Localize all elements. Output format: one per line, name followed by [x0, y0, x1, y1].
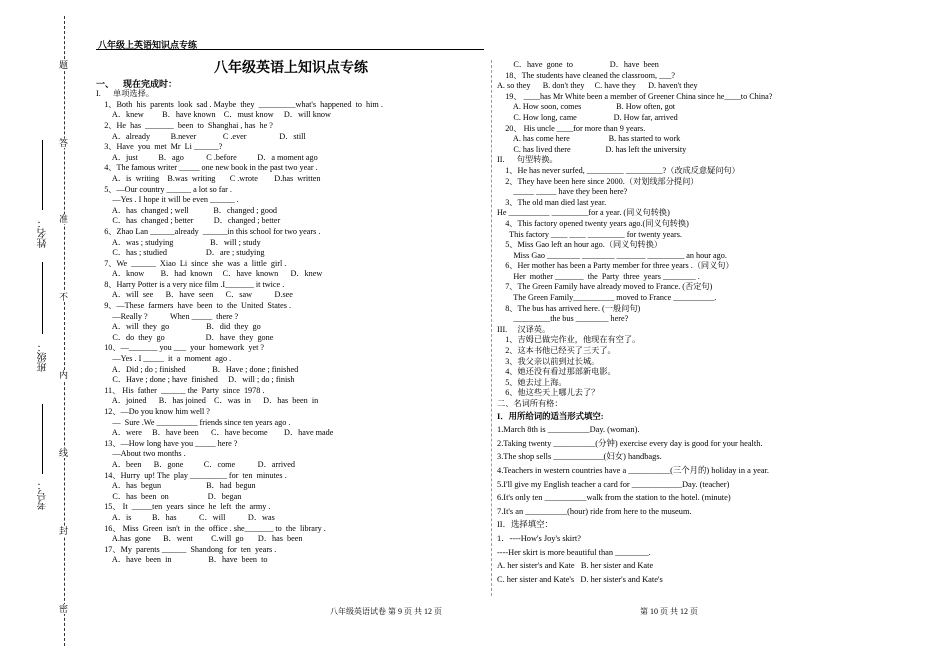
right-lines-line: 5、她去过上海。 [497, 377, 567, 387]
name-label: 姓名： [38, 218, 49, 248]
margin-mark-5: 内 [59, 370, 69, 380]
right-lines-line: _____ _____ have they been here? [497, 187, 628, 197]
binding-dashed-line [64, 16, 65, 646]
margin-mark-2: 答 [59, 138, 69, 148]
left-lines-line: 1、Both his parents look sad . Maybe they _________what's happened to him . [96, 99, 383, 109]
right-lines-line: A. so they B. don't they C. have they D. haven't they [497, 81, 698, 91]
right-lines-line: 2、这本书他已经买了三天了。 [497, 346, 616, 356]
left-lines-line: C．has changed ; better D．changed ; better [96, 216, 281, 226]
left-column [96, 60, 486, 566]
right-lines-line: 2、They have been here since 2000.（对划线部分提问） [497, 176, 699, 186]
right-lines-line: 1、吉姆已做完作业，他现在有空了。 [497, 335, 641, 345]
right-plain-line: 3.The shop sells ____________(妇女) handbags. [497, 452, 662, 462]
right-lines-line: 7、The Green Family have already moved to France. (否定句) [497, 282, 713, 292]
left-lines-line: 10、—_______ you ___ your homework yet ? [96, 343, 265, 353]
margin-mark-3: 准 [59, 214, 69, 224]
left-lines-line: A．knew B．have known C．must know D．will know [96, 110, 331, 120]
left-lines-line: A．is B．has C．will D．was [96, 512, 275, 522]
left-lines-line: A．will see B．have seen C．saw D.see [96, 290, 293, 300]
name-line [42, 140, 43, 210]
left-lines-line: 16、 Miss Green isn't in the office . she_______ to the library . [96, 523, 326, 533]
left-lines-line: 5、—Our country ______ a lot so far . [96, 184, 232, 194]
left-lines-line: 13、—How long have you _____ here ? [96, 438, 238, 448]
left-lines-line: A.has gone B．went C.will go D．has been [96, 534, 303, 544]
left-lines-line: — Sure .We __________ friends since ten years ago . [96, 417, 291, 427]
page-header: 八年级上英语知识点专练 [98, 40, 198, 50]
column-divider [491, 60, 492, 596]
right-lines-line: 19、 ____has Mr White been a member of Greener China since he____to China? [497, 91, 773, 101]
right-lines-line: 3、The old man died last year. [497, 197, 607, 207]
left-lines-line: A．has changed ; well B．changed ; good [96, 205, 278, 215]
right-plain-line: 4.Teachers in western countries have a __________(三个月的) holiday in a year. [497, 465, 769, 475]
binding-margin [0, 0, 90, 658]
right-plain-line: A. her sister's and Kate B. her sister and Kate [497, 561, 654, 571]
left-lines-line: 2、He has _______ been to Shanghai , has he ? [96, 120, 273, 130]
left-lines-line: A．have been in B．have been to [96, 555, 268, 565]
left-lines-line: 15、 It _____ten years since he left the army . [96, 502, 271, 512]
right-plain-line: C. her sister and Kate's D. her sister's and Kate's [497, 574, 663, 584]
footer-right: 第 10 页 共 12 页 [640, 607, 698, 616]
right-lines-line: Her mother _______ the Party three years ________ . [497, 271, 700, 281]
right-lines-line: A. How soon, comes B. How often, got [497, 102, 676, 112]
class-line [42, 262, 43, 334]
right-plain-line: 6.It's only ten __________walk from the station to the hotel. (minute) [497, 493, 731, 503]
right-lines-line: _________the bus ________ here? [497, 314, 629, 324]
right-lines-line: C．have gone to D．have been [497, 60, 659, 69]
right-plain-line: 1.March 8th is __________Day. (woman). [497, 425, 640, 435]
left-lines-line: 一、 现在完成时： [96, 78, 178, 89]
right-column [497, 60, 897, 586]
right-plain-line: 1．----How's Joy's skirt? [497, 533, 581, 543]
right-lines-line: 6、他这些天上哪儿去了？ [497, 388, 600, 398]
left-lines-line: A．joined B．has joined C．was in D．has been in [96, 396, 319, 406]
exam-number-line [42, 404, 43, 474]
left-lines-line: A．Did ; do ; finished B．Have ; done ; finished [96, 364, 299, 374]
right-lines-line: This factory ____ ____ _________ for twenty years. [497, 229, 682, 239]
right-lines-line: 6、Her mother has been a Party member for three years .（同义句） [497, 261, 734, 271]
footer-left: 八年级英语试卷 第 9 页 共 12 页 [330, 607, 442, 616]
left-lines-line: 9、—These farmers have been to the United States . [96, 301, 292, 311]
left-lines-line: 12、—Do you know him well ? [96, 407, 210, 416]
right-lines-line: A. has come here B. has started to work [497, 134, 681, 144]
right-lines-line: 4、她还没有看过那部新电影。 [497, 367, 616, 377]
right-lines-line: II. 句型转换。 [497, 155, 558, 165]
right-lines-line: 20、 His uncle ____for more than 9 years. [497, 123, 646, 133]
right-lines-line: 5、Miss Gao left an hour ago.（同义句转换） [497, 240, 663, 250]
right-plain-line: 2.Taking twenty __________(分钟) exercise every day is good for your health. [497, 438, 763, 448]
right-lines-line: III. 汉译英。 [497, 324, 551, 334]
class-label: 班级： [38, 342, 49, 372]
left-lines-line: C．has ; studied D．are ; studying [96, 248, 265, 258]
left-lines-line: 4、The famous writer _____ one new book in the past two year . [96, 163, 318, 173]
left-lines-line: —Really ? When _____ there ? [96, 311, 239, 321]
exam-number-label: 考号： [38, 480, 49, 510]
left-lines-line: A．just B．ago C .before D．a moment ago [96, 152, 318, 162]
left-lines-line: 11、 His father ______ the Party since 1978 . [96, 385, 265, 395]
right-lines-line: 18、The students have cleaned the classroom, ___? [497, 70, 676, 80]
right-lines-line: C. How long, came D. How far, arrived [497, 112, 678, 122]
margin-mark-7: 封 [59, 526, 69, 536]
right-lines-line: Miss Gao ________ ________ _______ _________ an hour ago. [497, 250, 727, 260]
left-lines-line: A．know B．had known C．have known D．knew [96, 269, 323, 279]
margin-mark-4: 不 [59, 292, 69, 302]
right-lines-line: 4、This factory opened twenty years ago.(同义句转换) [497, 218, 689, 228]
right-lines-line: He __________ _________for a year. (同义句转换) [497, 208, 670, 218]
left-lines-line: C．has been on D．began [96, 491, 242, 501]
right-question-list [497, 60, 897, 410]
left-lines-line: —Yes . I hope it will be even ______ . [96, 195, 239, 205]
margin-mark-6: 线 [59, 448, 69, 458]
left-lines-line: A．has begun B．had begun [96, 481, 256, 491]
left-lines-line: A．already B.never C .ever D．still [96, 131, 306, 141]
right-lines-line: The Green Family__________ moved to France __________. [497, 293, 717, 303]
left-lines-line: A．was ; studying B．will ; study [96, 237, 261, 247]
right-plain-line: II．选择填空： [497, 520, 553, 530]
margin-mark-8: 密 [59, 604, 69, 614]
right-plain-line: 7.It's an __________(hour) ride from here to the museum. [497, 506, 692, 516]
header-rule [96, 49, 484, 50]
left-lines-line: —Yes . I _____ it a moment ago . [96, 354, 232, 364]
left-lines-line: 8、Harry Potter is a very nice film .I_______ it twice . [96, 279, 285, 289]
page-title: 八年级英语上知识点专练 [214, 61, 368, 76]
right-lines-line: C. has lived there D. has left the university [497, 144, 687, 154]
right-lines-line: 1、He has never surfed, _________ _________?（改成反意疑问句） [497, 165, 740, 175]
left-lines-line: —About two months . [96, 449, 186, 459]
right-plain-line: I．用所给词的适当形式填空: [497, 411, 604, 421]
left-lines-line: A．is writing B.was writing C .wrote D.has written [96, 173, 321, 183]
left-lines-line: C．Have ; done ; have finished D．will ; do ; finish [96, 375, 295, 385]
left-question-list [96, 79, 486, 566]
left-lines-line: 6、Zhao Lan ______already ______in this school for two years . [96, 226, 321, 236]
left-lines-line: A．were B．have been C．have become D．have made [96, 428, 334, 438]
right-lines-line: 二、名词所有格： [497, 399, 563, 408]
left-lines-line: A．been B．gone C．come D．arrived [96, 459, 295, 469]
left-lines-line: A．will they go B．did they go [96, 322, 261, 332]
left-lines-line: 7、We ______ Xiao Li since she was a little girl . [96, 258, 287, 268]
left-lines-line: 3、Have you met Mr Li ______? [96, 142, 223, 152]
noun-possessive-section [497, 410, 897, 587]
left-lines-line: I. 单项选择。 [96, 89, 154, 99]
right-lines-line: 3、我父亲以前到过长城。 [497, 356, 600, 366]
right-plain-line: 5.I'll give my English teacher a card for ____________Day. (teacher) [497, 479, 730, 489]
left-lines-line: 14、Hurry up! The play _________ for ten minutes . [96, 470, 287, 480]
left-lines-line: 17、My parents ______ Shandong for ten years . [96, 544, 277, 554]
margin-mark-1: 题 [59, 60, 69, 70]
right-plain-line: ----Her skirt is more beautiful than ________. [497, 547, 651, 557]
left-lines-line: C．do they go D．have they gone [96, 332, 274, 342]
right-lines-line: 8、The bus has arrived here. (一般问句) [497, 303, 641, 313]
